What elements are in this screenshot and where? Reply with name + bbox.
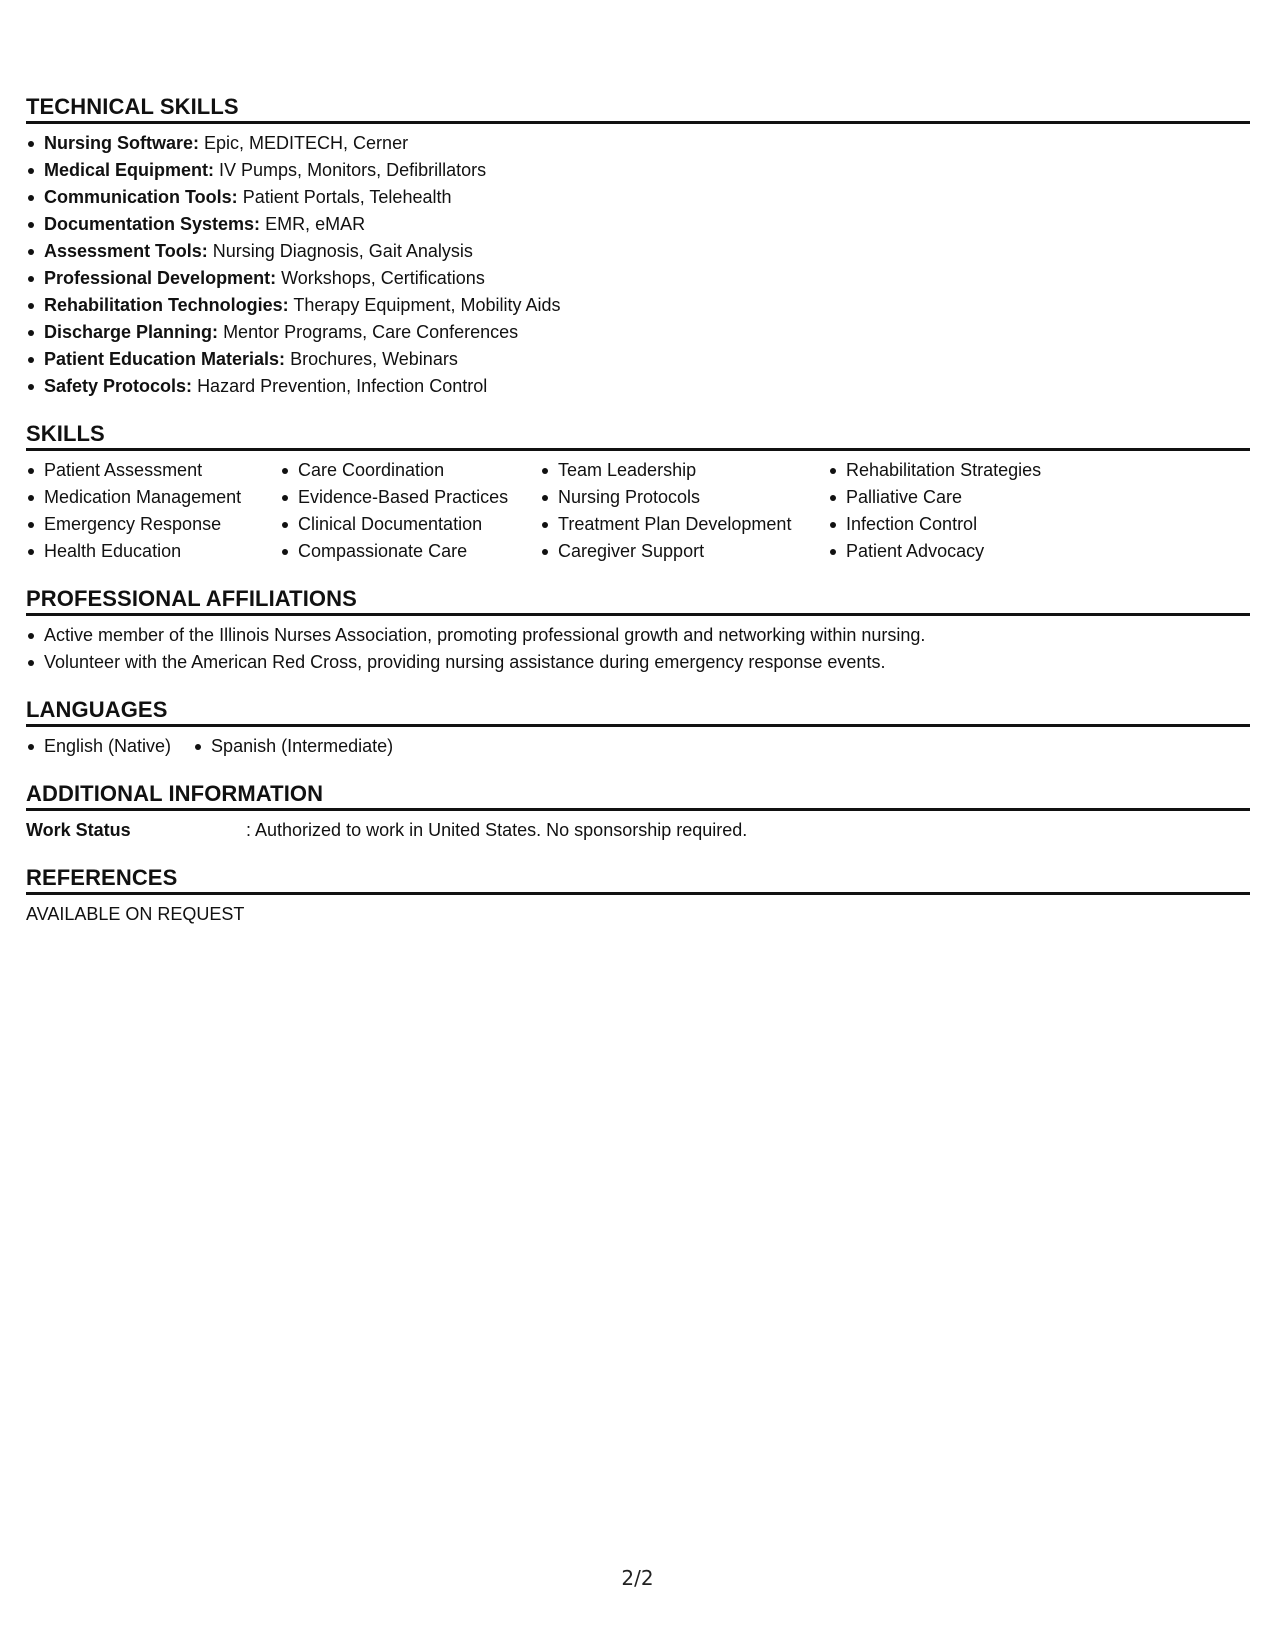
skill-category-label: Communication Tools: [44,187,238,207]
skill-category-label: Patient Education Materials: [44,349,286,369]
list-item [26,130,1250,157]
skill-category-label: Nursing Software: [44,133,200,153]
skill-category-label: Rehabilitation Technologies: [44,295,289,315]
list-item: Health Education [26,538,258,565]
list-item: Treatment Plan Development [540,511,806,538]
list-item [26,211,1250,238]
resume-page [26,94,1250,949]
skills-column [26,457,258,565]
additional-info-section [26,781,1250,844]
references-heading: REFERENCES [26,865,1250,895]
technical-skills-list [26,130,1250,400]
skill-category-label: Assessment Tools: [44,241,208,261]
list-item: Rehabilitation Strategies [828,457,1088,484]
skill-category-value: Nursing Diagnosis, Gait Analysis [212,241,473,261]
references-text: AVAILABLE ON REQUEST [26,904,245,924]
skill-category-value: IV Pumps, Monitors, Defibrillators [219,160,487,180]
skill-category-value: Workshops, Certifications [281,268,485,288]
list-item: Medication Management [26,484,258,511]
work-status-row [26,817,1250,844]
skill-category-label: Discharge Planning: [44,322,219,342]
technical-skills-heading: TECHNICAL SKILLS [26,94,1250,124]
languages-section [26,697,1250,760]
list-item: Team Leadership [540,457,806,484]
skill-category-value: Brochures, Webinars [290,349,458,369]
additional-info-heading: ADDITIONAL INFORMATION [26,781,1250,811]
list-item [26,292,1250,319]
list-item [26,346,1250,373]
list-item: Patient Advocacy [828,538,1088,565]
references-section [26,865,1250,928]
page-number: 2/2 [621,1566,654,1590]
list-item [26,157,1250,184]
list-item: Spanish (Intermediate) [193,733,393,760]
skill-category-value: Mentor Programs, Care Conferences [223,322,519,342]
skills-section [26,421,1250,565]
list-item: Compassionate Care [280,538,518,565]
skill-category-value: Patient Portals, Telehealth [242,187,452,207]
list-item: Patient Assessment [26,457,258,484]
list-item: English (Native) [26,733,171,760]
affiliations-section [26,586,1250,676]
list-item [26,238,1250,265]
languages-heading: LANGUAGES [26,697,1250,727]
list-item [26,373,1250,400]
skills-heading: SKILLS [26,421,1250,451]
skill-category-value: Epic, MEDITECH, Cerner [204,133,409,153]
list-item [26,319,1250,346]
list-item: Infection Control [828,511,1088,538]
skill-category-label: Professional Development: [44,268,277,288]
list-item: Active member of the Illinois Nurses Association, promoting professional growth and networking within nursing. [26,622,1250,649]
skill-category-value: EMR, eMAR [265,214,366,234]
skill-category-label: Safety Protocols: [44,376,193,396]
list-item: Nursing Protocols [540,484,806,511]
work-status-label: Work Status [26,820,131,840]
skill-category-value: Hazard Prevention, Infection Control [197,376,488,396]
list-item: Clinical Documentation [280,511,518,538]
list-item: Care Coordination [280,457,518,484]
technical-skills-section [26,94,1250,400]
skills-column [540,457,806,565]
list-item [26,184,1250,211]
skill-category-label: Medical Equipment: [44,160,215,180]
skills-grid [26,457,1250,565]
list-item: Emergency Response [26,511,258,538]
list-item: Caregiver Support [540,538,806,565]
affiliations-heading: PROFESSIONAL AFFILIATIONS [26,586,1250,616]
work-status-value: : Authorized to work in United States. No sponsorship required. [246,820,748,840]
list-item [26,265,1250,292]
languages-list [26,733,1250,760]
skills-column [828,457,1088,565]
skill-category-value: Therapy Equipment, Mobility Aids [293,295,561,315]
list-item: Volunteer with the American Red Cross, providing nursing assistance during emergency response events. [26,649,1250,676]
list-item: Evidence-Based Practices [280,484,518,511]
skills-column [280,457,518,565]
affiliations-list [26,622,1250,676]
list-item: Palliative Care [828,484,1088,511]
skill-category-label: Documentation Systems: [44,214,261,234]
